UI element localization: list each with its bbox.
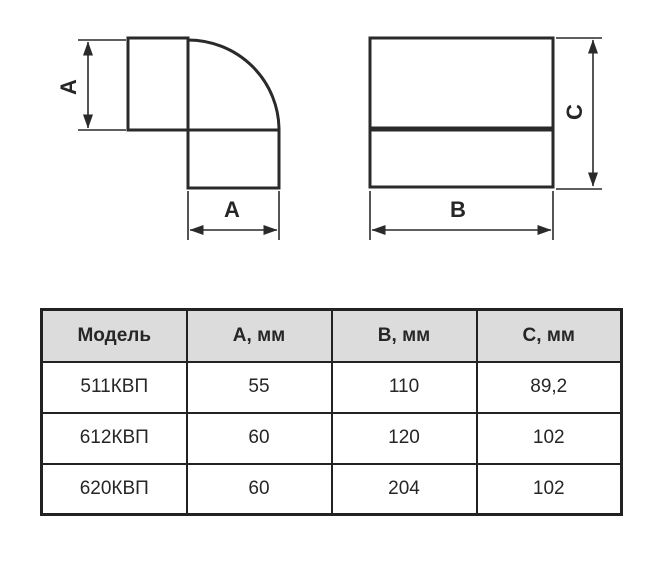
- duct-body-outline: [370, 38, 553, 187]
- col-header-c-mm: С, мм: [477, 310, 622, 362]
- dim-label-b-bottom: В: [450, 197, 466, 222]
- dim-label-a-side: А: [56, 79, 81, 95]
- dim-label-c-right: С: [562, 104, 587, 120]
- col-header-model: Модель: [42, 310, 187, 362]
- col-header-a-mm: А, мм: [187, 310, 332, 362]
- cell-c-mm: 102: [477, 413, 622, 464]
- elbow-left-flange: [128, 38, 188, 130]
- cell-model: 612КВП: [42, 413, 187, 464]
- dimensions-table: [40, 308, 623, 516]
- dim-label-a-bottom: А: [224, 197, 240, 222]
- cell-a-mm: 60: [187, 464, 332, 515]
- elbow-bottom-flange: [188, 130, 279, 188]
- cell-b-mm: 120: [332, 413, 477, 464]
- cell-model: 620КВП: [42, 464, 187, 515]
- table-row: [42, 362, 622, 413]
- table-row: [42, 464, 622, 515]
- duct-elbow-drawing: [0, 0, 665, 260]
- cell-c-mm: 89,2: [477, 362, 622, 413]
- duct-side-view: [370, 38, 602, 240]
- col-header-b-mm: В, мм: [332, 310, 477, 362]
- cell-a-mm: 55: [187, 362, 332, 413]
- cell-b-mm: 204: [332, 464, 477, 515]
- elbow-bend-arc: [188, 40, 279, 130]
- table-header-row: [42, 310, 622, 362]
- cell-model: 511КВП: [42, 362, 187, 413]
- cell-b-mm: 110: [332, 362, 477, 413]
- elbow-top-view: [78, 38, 279, 240]
- dimension-a-vertical: [78, 40, 126, 130]
- table-row: [42, 413, 622, 464]
- cell-a-mm: 60: [187, 413, 332, 464]
- cell-c-mm: 102: [477, 464, 622, 515]
